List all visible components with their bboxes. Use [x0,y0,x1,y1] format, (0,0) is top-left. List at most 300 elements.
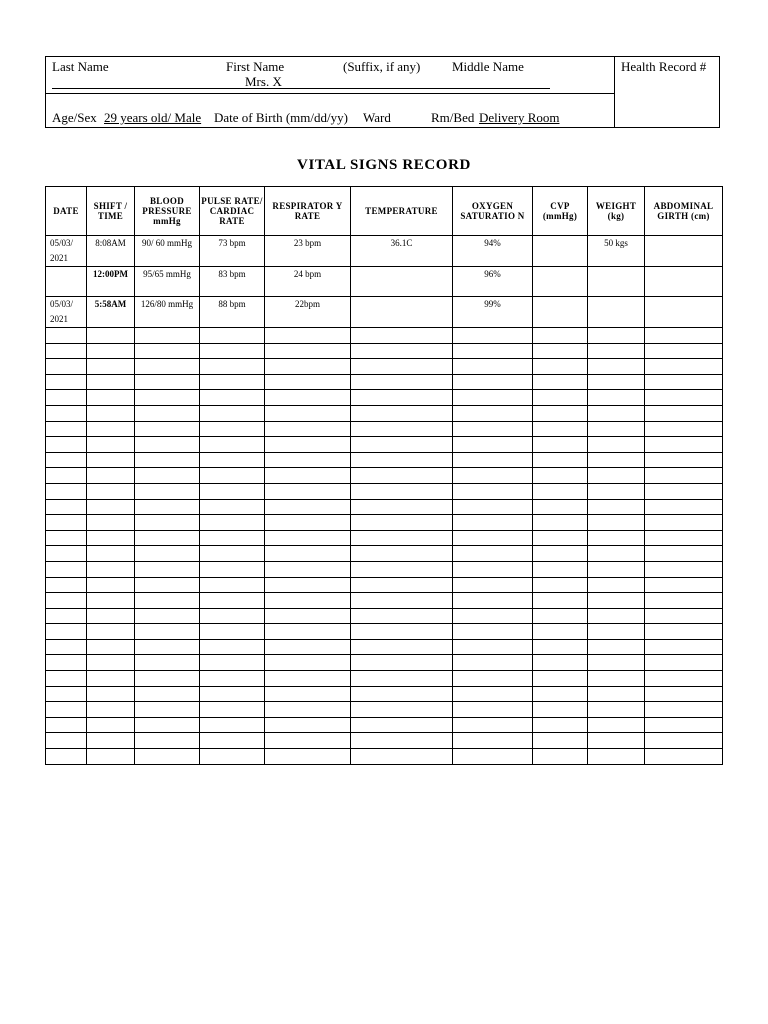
cell-pulse[interactable] [200,359,265,375]
cell-pulse[interactable] [200,328,265,344]
cell-temp[interactable]: 36.1C [351,236,453,267]
cell-pulse[interactable]: 73 bpm [200,236,265,267]
cell-pulse[interactable] [200,733,265,749]
cell-time[interactable] [87,702,135,718]
cell-weight[interactable] [588,374,645,390]
cell-cvp[interactable] [533,515,588,531]
cell-bp[interactable] [135,343,200,359]
cell-weight[interactable] [588,390,645,406]
cell-date[interactable] [46,499,87,515]
cell-bp[interactable] [135,405,200,421]
cell-girth[interactable] [645,236,723,267]
cell-cvp[interactable] [533,343,588,359]
cell-weight[interactable] [588,499,645,515]
cell-date[interactable] [46,733,87,749]
cell-girth[interactable] [645,297,723,328]
cell-resp[interactable] [265,515,351,531]
cell-time[interactable] [87,421,135,437]
cell-temp[interactable] [351,405,453,421]
cell-date[interactable] [46,405,87,421]
cell-o2[interactable]: 94% [453,236,533,267]
cell-pulse[interactable] [200,639,265,655]
cell-bp[interactable] [135,624,200,640]
cell-time[interactable] [87,452,135,468]
cell-girth[interactable] [645,577,723,593]
cell-weight[interactable]: 50 kgs [588,236,645,267]
cell-date[interactable] [46,671,87,687]
cell-time[interactable]: 12:00PM [87,267,135,297]
cell-time[interactable] [87,405,135,421]
cell-bp[interactable] [135,515,200,531]
cell-bp[interactable] [135,561,200,577]
cell-date[interactable] [46,702,87,718]
cell-o2[interactable] [453,561,533,577]
cell-resp[interactable] [265,374,351,390]
cell-temp[interactable] [351,546,453,562]
cell-pulse[interactable] [200,390,265,406]
cell-girth[interactable] [645,437,723,453]
cell-resp[interactable] [265,390,351,406]
cell-temp[interactable] [351,717,453,733]
cell-weight[interactable] [588,452,645,468]
cell-weight[interactable] [588,546,645,562]
cell-date[interactable] [46,686,87,702]
cell-bp[interactable] [135,359,200,375]
cell-temp[interactable] [351,593,453,609]
cell-girth[interactable] [645,515,723,531]
cell-temp[interactable] [351,515,453,531]
cell-time[interactable] [87,749,135,765]
cell-cvp[interactable] [533,390,588,406]
cell-girth[interactable] [645,749,723,765]
cell-date[interactable] [46,359,87,375]
cell-time[interactable]: 8:08AM [87,236,135,267]
cell-resp[interactable] [265,437,351,453]
cell-pulse[interactable] [200,499,265,515]
cell-cvp[interactable] [533,452,588,468]
cell-girth[interactable] [645,374,723,390]
cell-o2[interactable] [453,749,533,765]
cell-time[interactable] [87,343,135,359]
cell-o2[interactable] [453,452,533,468]
cell-girth[interactable] [645,655,723,671]
cell-bp[interactable] [135,374,200,390]
cell-cvp[interactable] [533,374,588,390]
cell-resp[interactable]: 24 bpm [265,267,351,297]
cell-o2[interactable] [453,343,533,359]
cell-time[interactable] [87,608,135,624]
cell-date[interactable] [46,655,87,671]
cell-time[interactable] [87,374,135,390]
cell-o2[interactable] [453,468,533,484]
cell-girth[interactable] [645,421,723,437]
rmbed-value[interactable]: Delivery Room [479,110,560,125]
cell-o2[interactable] [453,671,533,687]
cell-girth[interactable] [645,639,723,655]
cell-o2[interactable] [453,733,533,749]
cell-time[interactable] [87,577,135,593]
cell-pulse[interactable]: 88 bpm [200,297,265,328]
cell-girth[interactable] [645,624,723,640]
cell-cvp[interactable] [533,236,588,267]
cell-resp[interactable] [265,452,351,468]
cell-temp[interactable] [351,577,453,593]
cell-bp[interactable] [135,593,200,609]
cell-cvp[interactable] [533,499,588,515]
cell-o2[interactable] [453,530,533,546]
cell-resp[interactable]: 23 bpm [265,236,351,267]
cell-girth[interactable] [645,390,723,406]
cell-girth[interactable] [645,686,723,702]
cell-temp[interactable] [351,671,453,687]
cell-girth[interactable] [645,561,723,577]
cell-date[interactable]: 05/03/ 2021 [46,236,87,267]
cell-girth[interactable] [645,267,723,297]
cell-cvp[interactable] [533,639,588,655]
cell-time[interactable] [87,671,135,687]
cell-pulse[interactable] [200,593,265,609]
cell-weight[interactable] [588,608,645,624]
cell-girth[interactable] [645,359,723,375]
cell-bp[interactable] [135,546,200,562]
cell-resp[interactable] [265,639,351,655]
cell-date[interactable] [46,452,87,468]
cell-date[interactable] [46,267,87,297]
cell-date[interactable] [46,608,87,624]
cell-pulse[interactable] [200,717,265,733]
cell-weight[interactable] [588,733,645,749]
cell-bp[interactable] [135,639,200,655]
cell-cvp[interactable] [533,577,588,593]
cell-bp[interactable] [135,390,200,406]
cell-date[interactable] [46,343,87,359]
cell-weight[interactable] [588,686,645,702]
cell-o2[interactable] [453,655,533,671]
cell-temp[interactable] [351,639,453,655]
cell-temp[interactable] [351,733,453,749]
cell-cvp[interactable] [533,297,588,328]
cell-pulse[interactable] [200,374,265,390]
cell-o2[interactable] [453,359,533,375]
cell-date[interactable] [46,717,87,733]
cell-weight[interactable] [588,297,645,328]
cell-o2[interactable] [453,499,533,515]
cell-cvp[interactable] [533,671,588,687]
cell-cvp[interactable] [533,733,588,749]
cell-pulse[interactable] [200,577,265,593]
cell-temp[interactable] [351,297,453,328]
cell-time[interactable] [87,390,135,406]
cell-o2[interactable] [453,390,533,406]
cell-pulse[interactable] [200,608,265,624]
cell-cvp[interactable] [533,593,588,609]
cell-o2[interactable] [453,593,533,609]
cell-weight[interactable] [588,483,645,499]
cell-girth[interactable] [645,328,723,344]
cell-resp[interactable]: 22bpm [265,297,351,328]
cell-weight[interactable] [588,593,645,609]
cell-temp[interactable] [351,468,453,484]
cell-resp[interactable] [265,749,351,765]
cell-temp[interactable] [351,343,453,359]
cell-weight[interactable] [588,530,645,546]
cell-pulse[interactable] [200,468,265,484]
cell-resp[interactable] [265,733,351,749]
cell-time[interactable] [87,717,135,733]
cell-resp[interactable] [265,499,351,515]
cell-temp[interactable] [351,561,453,577]
cell-bp[interactable] [135,577,200,593]
cell-cvp[interactable] [533,608,588,624]
cell-date[interactable] [46,546,87,562]
cell-bp[interactable] [135,437,200,453]
cell-resp[interactable] [265,530,351,546]
cell-bp[interactable]: 95/65 mmHg [135,267,200,297]
cell-bp[interactable] [135,452,200,468]
cell-cvp[interactable] [533,359,588,375]
cell-temp[interactable] [351,655,453,671]
cell-temp[interactable] [351,749,453,765]
cell-bp[interactable] [135,608,200,624]
cell-cvp[interactable] [533,468,588,484]
cell-weight[interactable] [588,577,645,593]
cell-girth[interactable] [645,468,723,484]
cell-temp[interactable] [351,267,453,297]
cell-temp[interactable] [351,390,453,406]
cell-o2[interactable] [453,546,533,562]
cell-resp[interactable] [265,717,351,733]
cell-o2[interactable] [453,421,533,437]
first-name-value[interactable]: Mrs. X [245,74,282,89]
cell-pulse[interactable] [200,452,265,468]
cell-girth[interactable] [645,452,723,468]
cell-resp[interactable] [265,421,351,437]
cell-time[interactable] [87,499,135,515]
cell-weight[interactable] [588,561,645,577]
cell-temp[interactable] [351,359,453,375]
cell-pulse[interactable] [200,515,265,531]
cell-pulse[interactable] [200,530,265,546]
cell-resp[interactable] [265,608,351,624]
cell-date[interactable] [46,328,87,344]
cell-date[interactable] [46,624,87,640]
cell-girth[interactable] [645,499,723,515]
cell-o2[interactable] [453,328,533,344]
cell-pulse[interactable] [200,437,265,453]
cell-time[interactable] [87,359,135,375]
cell-resp[interactable] [265,686,351,702]
cell-resp[interactable] [265,343,351,359]
cell-time[interactable] [87,624,135,640]
cell-o2[interactable] [453,515,533,531]
cell-o2[interactable] [453,405,533,421]
cell-time[interactable] [87,468,135,484]
cell-bp[interactable] [135,717,200,733]
cell-resp[interactable] [265,702,351,718]
cell-o2[interactable] [453,374,533,390]
cell-cvp[interactable] [533,421,588,437]
cell-girth[interactable] [645,530,723,546]
cell-cvp[interactable] [533,546,588,562]
age-sex-value[interactable]: 29 years old/ Male [104,110,202,125]
cell-date[interactable] [46,437,87,453]
cell-weight[interactable] [588,343,645,359]
cell-time[interactable] [87,515,135,531]
cell-weight[interactable] [588,267,645,297]
cell-weight[interactable] [588,671,645,687]
cell-o2[interactable]: 96% [453,267,533,297]
cell-cvp[interactable] [533,717,588,733]
cell-time[interactable] [87,546,135,562]
cell-o2[interactable] [453,577,533,593]
cell-temp[interactable] [351,452,453,468]
cell-weight[interactable] [588,624,645,640]
cell-temp[interactable] [351,624,453,640]
cell-o2[interactable] [453,702,533,718]
cell-cvp[interactable] [533,749,588,765]
cell-cvp[interactable] [533,686,588,702]
cell-bp[interactable] [135,468,200,484]
cell-temp[interactable] [351,437,453,453]
cell-bp[interactable] [135,749,200,765]
cell-temp[interactable] [351,421,453,437]
cell-time[interactable] [87,328,135,344]
cell-cvp[interactable] [533,267,588,297]
cell-girth[interactable] [645,702,723,718]
cell-cvp[interactable] [533,702,588,718]
cell-o2[interactable] [453,608,533,624]
cell-date[interactable] [46,374,87,390]
cell-time[interactable] [87,686,135,702]
cell-date[interactable] [46,515,87,531]
cell-time[interactable] [87,483,135,499]
cell-cvp[interactable] [533,437,588,453]
cell-temp[interactable] [351,702,453,718]
cell-girth[interactable] [645,717,723,733]
cell-time[interactable]: 5:58AM [87,297,135,328]
cell-resp[interactable] [265,328,351,344]
cell-resp[interactable] [265,671,351,687]
cell-o2[interactable]: 99% [453,297,533,328]
cell-temp[interactable] [351,499,453,515]
cell-time[interactable] [87,561,135,577]
cell-date[interactable] [46,561,87,577]
cell-bp[interactable] [135,702,200,718]
cell-girth[interactable] [645,608,723,624]
cell-girth[interactable] [645,546,723,562]
cell-bp[interactable] [135,483,200,499]
cell-pulse[interactable] [200,546,265,562]
cell-bp[interactable]: 90/ 60 mmHg [135,236,200,267]
cell-temp[interactable] [351,374,453,390]
cell-date[interactable] [46,749,87,765]
cell-temp[interactable] [351,608,453,624]
cell-bp[interactable] [135,733,200,749]
cell-pulse[interactable] [200,343,265,359]
cell-temp[interactable] [351,328,453,344]
cell-bp[interactable] [135,421,200,437]
cell-pulse[interactable] [200,702,265,718]
cell-girth[interactable] [645,671,723,687]
cell-weight[interactable] [588,421,645,437]
cell-girth[interactable] [645,593,723,609]
cell-weight[interactable] [588,717,645,733]
cell-resp[interactable] [265,405,351,421]
cell-date[interactable] [46,421,87,437]
cell-resp[interactable] [265,624,351,640]
cell-pulse[interactable] [200,655,265,671]
cell-resp[interactable] [265,546,351,562]
cell-weight[interactable] [588,328,645,344]
cell-time[interactable] [87,437,135,453]
cell-cvp[interactable] [533,530,588,546]
cell-girth[interactable] [645,405,723,421]
cell-resp[interactable] [265,468,351,484]
cell-o2[interactable] [453,639,533,655]
cell-temp[interactable] [351,686,453,702]
cell-pulse[interactable] [200,561,265,577]
cell-bp[interactable] [135,530,200,546]
cell-o2[interactable] [453,483,533,499]
cell-bp[interactable] [135,671,200,687]
cell-cvp[interactable] [533,483,588,499]
cell-weight[interactable] [588,437,645,453]
cell-date[interactable] [46,390,87,406]
cell-time[interactable] [87,733,135,749]
cell-pulse[interactable] [200,749,265,765]
cell-weight[interactable] [588,655,645,671]
cell-resp[interactable] [265,359,351,375]
cell-cvp[interactable] [533,405,588,421]
cell-weight[interactable] [588,468,645,484]
cell-bp[interactable] [135,328,200,344]
cell-pulse[interactable] [200,686,265,702]
cell-cvp[interactable] [533,655,588,671]
cell-date[interactable] [46,593,87,609]
cell-girth[interactable] [645,483,723,499]
cell-bp[interactable] [135,686,200,702]
cell-cvp[interactable] [533,561,588,577]
cell-date[interactable] [46,483,87,499]
cell-pulse[interactable] [200,421,265,437]
cell-pulse[interactable] [200,671,265,687]
cell-temp[interactable] [351,530,453,546]
cell-pulse[interactable] [200,405,265,421]
cell-cvp[interactable] [533,624,588,640]
cell-pulse[interactable] [200,483,265,499]
cell-time[interactable] [87,593,135,609]
cell-resp[interactable] [265,577,351,593]
cell-date[interactable] [46,530,87,546]
cell-weight[interactable] [588,359,645,375]
cell-date[interactable] [46,577,87,593]
cell-weight[interactable] [588,405,645,421]
cell-date[interactable] [46,468,87,484]
cell-weight[interactable] [588,515,645,531]
cell-weight[interactable] [588,702,645,718]
cell-time[interactable] [87,530,135,546]
cell-resp[interactable] [265,483,351,499]
cell-o2[interactable] [453,686,533,702]
cell-weight[interactable] [588,639,645,655]
cell-temp[interactable] [351,483,453,499]
cell-pulse[interactable]: 83 bpm [200,267,265,297]
cell-girth[interactable] [645,343,723,359]
cell-date[interactable] [46,639,87,655]
cell-weight[interactable] [588,749,645,765]
cell-bp[interactable]: 126/80 mmHg [135,297,200,328]
cell-cvp[interactable] [533,328,588,344]
